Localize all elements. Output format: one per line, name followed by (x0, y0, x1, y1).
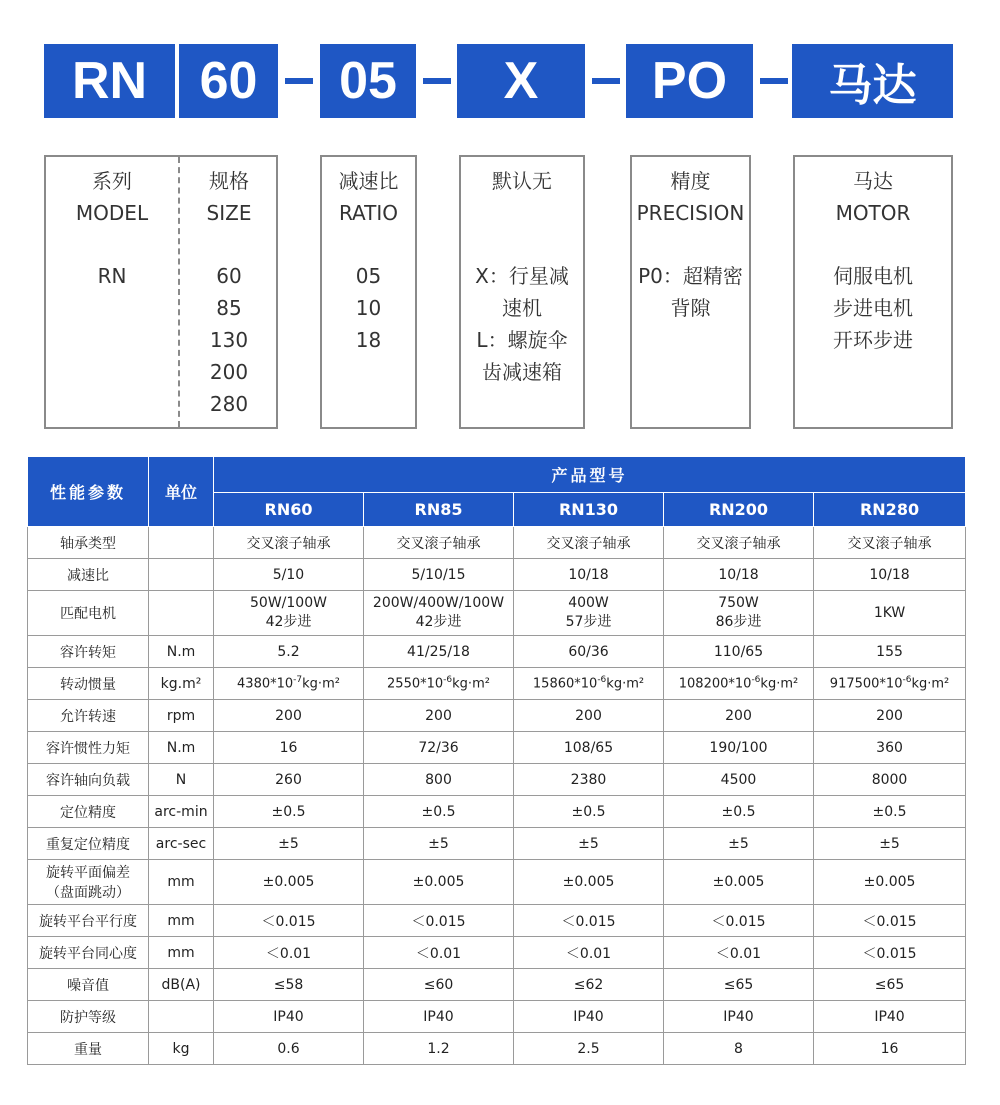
row-unit: arc-min (149, 796, 214, 828)
value-cell (514, 668, 664, 700)
value-text: 交叉滚子轴承 (696, 535, 781, 552)
row-unit: mm (149, 905, 214, 937)
table-row (28, 732, 966, 764)
value-cell (514, 559, 664, 591)
value-text: 2380 (570, 771, 607, 788)
row-unit: N.m (149, 636, 214, 668)
value-cell (664, 796, 814, 828)
value-text: ±5 (278, 835, 299, 852)
row-label (28, 559, 149, 591)
value-cell (664, 636, 814, 668)
value-text: 4380*10 (237, 676, 294, 692)
value-cell (814, 764, 966, 796)
code-part-series: RN (44, 44, 175, 118)
value-cell (214, 636, 364, 668)
value-cell (214, 591, 364, 636)
value-cell (814, 591, 966, 636)
value-cell (664, 937, 814, 969)
descriptor-motor (795, 157, 951, 427)
value-cell (514, 764, 664, 796)
value-text: 交叉滚子轴承 (546, 535, 631, 552)
value-text: ＜0.015 (862, 945, 917, 962)
table-row (28, 591, 966, 636)
value-text: ±0.005 (712, 874, 765, 890)
descriptor-title-cn: 规格 (209, 169, 249, 193)
code-part-size: 60 (179, 44, 278, 118)
descriptor-title-cn: 精度 (670, 169, 711, 193)
value-text: ±0.5 (721, 803, 756, 820)
row-label-text: 旋转平台平行度 (39, 913, 137, 930)
value-cell (664, 668, 814, 700)
value-cell (664, 591, 814, 636)
value-text: 5/10/15 (411, 566, 466, 583)
value-text: 5/10 (272, 566, 305, 583)
value-unit: kg·m² (302, 676, 340, 692)
value-cell (814, 527, 966, 559)
header-model: RN280 (814, 493, 966, 527)
value-text: 200 (725, 707, 752, 724)
value-cell (514, 700, 664, 732)
value-text: 10/18 (869, 566, 910, 583)
value-text: 交叉滚子轴承 (246, 535, 331, 552)
descriptor-title-cn: 系列 (92, 169, 132, 193)
value-cell (664, 905, 814, 937)
spec-table-body (28, 527, 966, 1065)
descriptor-box-ratio (320, 155, 417, 429)
row-unit: mm (149, 937, 214, 969)
value-text: ±0.005 (412, 874, 465, 890)
descriptor-title-cn: 默认无 (492, 169, 552, 193)
value-cell (364, 700, 514, 732)
header-model: RN130 (514, 493, 664, 527)
row-unit (149, 591, 214, 636)
row-label-text: 重复定位精度 (46, 836, 130, 853)
value-cell (664, 969, 814, 1001)
code-part-motor: 马达 (792, 44, 953, 118)
row-label-text: 旋转平台同心度 (39, 945, 137, 962)
value-cell (814, 732, 966, 764)
row-label-text: 轴承类型 (60, 535, 116, 552)
value-cell (364, 764, 514, 796)
descriptor-value: 背隙 (670, 296, 711, 320)
row-label (28, 1033, 149, 1065)
value-cell (514, 905, 664, 937)
descriptor-value: L：螺旋伞 (476, 328, 568, 352)
code-part-ratio: 05 (320, 44, 416, 118)
value-cell (814, 796, 966, 828)
row-label (28, 969, 149, 1001)
value-cell (664, 1033, 814, 1065)
row-label-text: 定位精度 (60, 804, 116, 821)
code-dash (285, 78, 313, 84)
row-label (28, 1001, 149, 1033)
value-text: 72/36 (418, 739, 459, 756)
value-cell (214, 828, 364, 860)
row-label (28, 860, 149, 905)
row-label-text: 允许转速 (60, 708, 116, 725)
value-cell (664, 828, 814, 860)
value-text: 110/65 (713, 643, 764, 660)
row-unit (149, 1001, 214, 1033)
value-text: 750W (718, 595, 759, 611)
value-cell (214, 1033, 364, 1065)
header-model: RN85 (364, 493, 514, 527)
descriptor-value: 200 (209, 360, 249, 384)
value-text: ±0.005 (863, 874, 916, 890)
table-row (28, 559, 966, 591)
code-dash (423, 78, 451, 84)
value-text: ＜0.01 (715, 945, 762, 962)
value-text: 108200*10 (678, 676, 752, 692)
value-cell (214, 668, 364, 700)
value-text: 108/65 (563, 739, 614, 756)
value-text: 360 (876, 739, 903, 756)
value-cell (364, 937, 514, 969)
value-text: ＜0.01 (565, 945, 612, 962)
value-cell (214, 1001, 364, 1033)
value-cell (814, 937, 966, 969)
row-label-text: （盘面跳动） (46, 885, 130, 901)
value-cell (214, 732, 364, 764)
row-unit: N (149, 764, 214, 796)
descriptor-title-en: PRECISION (636, 201, 745, 225)
descriptor-value: 85 (216, 296, 242, 320)
value-text: 交叉滚子轴承 (847, 535, 932, 552)
row-label-text: 转动惯量 (60, 676, 116, 693)
row-unit (149, 527, 214, 559)
value-text: IP40 (573, 1008, 604, 1025)
row-label (28, 700, 149, 732)
row-label (28, 527, 149, 559)
descriptor-value: 18 (355, 328, 382, 352)
value-cell (364, 591, 514, 636)
value-cell (514, 1001, 664, 1033)
value-cell (664, 559, 814, 591)
value-text: ≤58 (273, 976, 304, 993)
value-text: 1KW (873, 605, 906, 621)
value-text: IP40 (874, 1008, 905, 1025)
table-row (28, 527, 966, 559)
value-cell (514, 969, 664, 1001)
row-unit: N.m (149, 732, 214, 764)
table-row (28, 905, 966, 937)
value-cell (364, 796, 514, 828)
value-cell (514, 591, 664, 636)
table-row (28, 937, 966, 969)
value-cell (364, 905, 514, 937)
value-text: 200W/400W/100W (372, 595, 505, 611)
value-text: ±5 (578, 835, 599, 852)
row-unit (149, 559, 214, 591)
value-cell (214, 796, 364, 828)
row-label (28, 591, 149, 636)
row-label-text: 减速比 (67, 567, 109, 584)
table-row (28, 1033, 966, 1065)
spec-table (27, 456, 966, 1065)
value-text: ＜0.015 (561, 913, 616, 930)
value-unit: kg·m² (606, 676, 645, 692)
row-unit: mm (149, 860, 214, 905)
table-row (28, 1001, 966, 1033)
value-cell (514, 1033, 664, 1065)
value-cell (814, 1001, 966, 1033)
descriptor-title-en: RATIO (338, 201, 399, 225)
value-cell (214, 969, 364, 1001)
row-label (28, 828, 149, 860)
row-label (28, 668, 149, 700)
value-cell (664, 700, 814, 732)
value-cell (814, 905, 966, 937)
value-cell (364, 559, 514, 591)
row-label-text: 噪音值 (67, 977, 109, 994)
value-cell (364, 969, 514, 1001)
value-cell (664, 1001, 814, 1033)
value-text: IP40 (723, 1008, 754, 1025)
table-row (28, 636, 966, 668)
value-text: ±0.5 (571, 803, 606, 820)
value-text: 8 (734, 1040, 743, 1057)
descriptor-value: 280 (209, 392, 249, 416)
value-text: 41/25/18 (407, 643, 470, 660)
value-cell (214, 700, 364, 732)
value-exponent: -7 (293, 675, 303, 686)
value-exponent: -6 (443, 675, 453, 686)
value-cell (514, 636, 664, 668)
row-label-text: 重量 (74, 1041, 102, 1058)
header-param: 性能参数 (28, 457, 149, 527)
value-text: 200 (876, 707, 903, 724)
value-cell (364, 828, 514, 860)
value-text: 1.2 (427, 1040, 450, 1057)
table-row (28, 828, 966, 860)
value-subtext: 42步进 (265, 614, 312, 630)
value-text: 200 (275, 707, 302, 724)
table-row (28, 796, 966, 828)
descriptor-title-en: MODEL (75, 201, 149, 225)
table-row (28, 764, 966, 796)
value-cell (514, 860, 664, 905)
value-text: ＜0.015 (411, 913, 466, 930)
value-text: 10/18 (568, 566, 609, 583)
value-cell (364, 860, 514, 905)
value-text: ≤60 (423, 976, 454, 993)
value-text: 0.6 (277, 1040, 300, 1057)
value-text: ＜0.015 (862, 913, 917, 930)
row-unit: arc-sec (149, 828, 214, 860)
value-text: 16 (279, 739, 298, 756)
header-unit: 单位 (149, 457, 214, 527)
descriptor-box-precision (630, 155, 751, 429)
value-cell (664, 527, 814, 559)
value-text: 16 (880, 1040, 899, 1057)
value-text: 200 (575, 707, 602, 724)
descriptor-title-cn: 减速比 (338, 169, 399, 193)
value-text: ±0.5 (421, 803, 456, 820)
value-text: 10/18 (718, 566, 759, 583)
code-part-precision: PO (626, 44, 753, 118)
value-cell (664, 860, 814, 905)
descriptor-value: X：行星减 (475, 264, 569, 288)
value-text: ±5 (879, 835, 900, 852)
value-text: ±0.005 (262, 874, 315, 890)
table-row (28, 668, 966, 700)
value-cell (364, 1033, 514, 1065)
value-cell (814, 828, 966, 860)
descriptor-value: 10 (355, 296, 382, 320)
value-text: 800 (425, 771, 452, 788)
value-cell (214, 559, 364, 591)
code-part-type: X (457, 44, 585, 118)
value-cell (214, 937, 364, 969)
value-text: 917500*10 (829, 676, 903, 692)
row-label (28, 764, 149, 796)
value-text: ＜0.01 (415, 945, 462, 962)
value-text: 60/36 (568, 643, 609, 660)
descriptor-box-type (459, 155, 585, 429)
value-text: ＜0.015 (711, 913, 766, 930)
value-exponent: -6 (597, 675, 607, 686)
row-label-text: 旋转平面偏差 (46, 865, 130, 881)
value-text: 交叉滚子轴承 (396, 535, 481, 552)
value-cell (814, 969, 966, 1001)
descriptor-title-en: MOTOR (835, 201, 911, 225)
value-cell (664, 764, 814, 796)
descriptor-box-model-size (44, 155, 278, 429)
descriptor-value: P0：超精密 (638, 264, 743, 288)
row-label-text: 防护等级 (60, 1009, 116, 1026)
descriptor-value: 05 (355, 264, 382, 288)
value-text: 155 (876, 643, 903, 660)
value-cell (814, 668, 966, 700)
value-text: ±0.5 (271, 803, 306, 820)
value-cell (364, 668, 514, 700)
value-text: 15860*10 (532, 676, 598, 692)
descriptor-value: 60 (216, 264, 242, 288)
value-text: 190/100 (709, 739, 768, 756)
value-text: IP40 (273, 1008, 304, 1025)
row-label (28, 937, 149, 969)
value-cell (814, 860, 966, 905)
value-cell (814, 1033, 966, 1065)
row-label (28, 796, 149, 828)
value-cell (214, 905, 364, 937)
descriptor-value: 130 (209, 328, 249, 352)
value-text: 5.2 (277, 643, 300, 660)
value-cell (814, 636, 966, 668)
header-model: RN60 (214, 493, 364, 527)
value-text: 8000 (871, 771, 908, 788)
value-cell (364, 1001, 514, 1033)
value-cell (514, 732, 664, 764)
value-cell (514, 937, 664, 969)
descriptor-value: 步进电机 (833, 296, 913, 320)
value-cell (364, 732, 514, 764)
value-text: 200 (425, 707, 452, 724)
row-unit: rpm (149, 700, 214, 732)
descriptor-precision (632, 157, 749, 427)
code-dash (760, 78, 788, 84)
value-cell (214, 764, 364, 796)
value-subtext: 86步进 (715, 614, 762, 630)
value-cell (514, 527, 664, 559)
value-text: ±0.005 (562, 874, 615, 890)
value-text: ≤62 (573, 976, 604, 993)
row-label (28, 636, 149, 668)
table-row (28, 700, 966, 732)
row-unit: kg.m² (149, 668, 214, 700)
value-text: ＜0.015 (261, 913, 316, 930)
descriptor-value: RN (97, 264, 127, 288)
value-text: ±5 (428, 835, 449, 852)
header-group: 产品型号 (214, 457, 966, 493)
descriptor-title-cn: 马达 (853, 169, 893, 193)
descriptor-title-en: SIZE (206, 201, 252, 225)
descriptor-box-motor (793, 155, 953, 429)
value-text: 2550*10 (387, 676, 444, 692)
table-row (28, 969, 966, 1001)
value-unit: kg·m² (911, 676, 950, 692)
row-label-text: 匹配电机 (60, 606, 116, 622)
header-model: RN200 (664, 493, 814, 527)
descriptor-size (180, 157, 278, 427)
descriptor-value: 速机 (502, 296, 542, 320)
value-cell (514, 828, 664, 860)
descriptor-ratio (322, 157, 415, 427)
value-cell (814, 700, 966, 732)
value-text: IP40 (423, 1008, 454, 1025)
descriptor-value: 伺服电机 (833, 264, 913, 288)
value-subtext: 57步进 (565, 614, 612, 630)
row-label (28, 732, 149, 764)
row-label-text: 容许惯性力矩 (46, 740, 130, 757)
value-text: ≤65 (874, 976, 905, 993)
row-unit: kg (149, 1033, 214, 1065)
value-text: ＜0.01 (265, 945, 312, 962)
descriptor-model (46, 157, 178, 427)
row-label (28, 905, 149, 937)
value-cell (664, 732, 814, 764)
value-cell (214, 527, 364, 559)
value-unit: kg·m² (452, 676, 490, 692)
value-text: 4500 (720, 771, 757, 788)
value-cell (364, 527, 514, 559)
value-text: ±5 (728, 835, 749, 852)
value-subtext: 42步进 (415, 614, 462, 630)
descriptor-value: 齿减速箱 (482, 360, 562, 384)
value-text: ±0.5 (872, 803, 907, 820)
value-unit: kg·m² (760, 676, 799, 692)
value-exponent: -6 (902, 675, 912, 686)
value-cell (214, 860, 364, 905)
value-text: 50W/100W (250, 595, 327, 611)
value-text: ≤65 (723, 976, 754, 993)
value-text: 400W (568, 595, 609, 611)
value-cell (514, 796, 664, 828)
value-text: 260 (275, 771, 302, 788)
value-cell (364, 636, 514, 668)
descriptor-type (461, 157, 583, 427)
code-dash (592, 78, 620, 84)
value-cell (814, 559, 966, 591)
row-label-text: 容许转矩 (60, 644, 116, 661)
table-row (28, 860, 966, 905)
value-exponent: -6 (751, 675, 761, 686)
row-label-text: 容许轴向负载 (46, 772, 130, 789)
row-unit: dB(A) (149, 969, 214, 1001)
value-text: 2.5 (577, 1040, 600, 1057)
descriptor-value: 开环步进 (833, 328, 913, 352)
